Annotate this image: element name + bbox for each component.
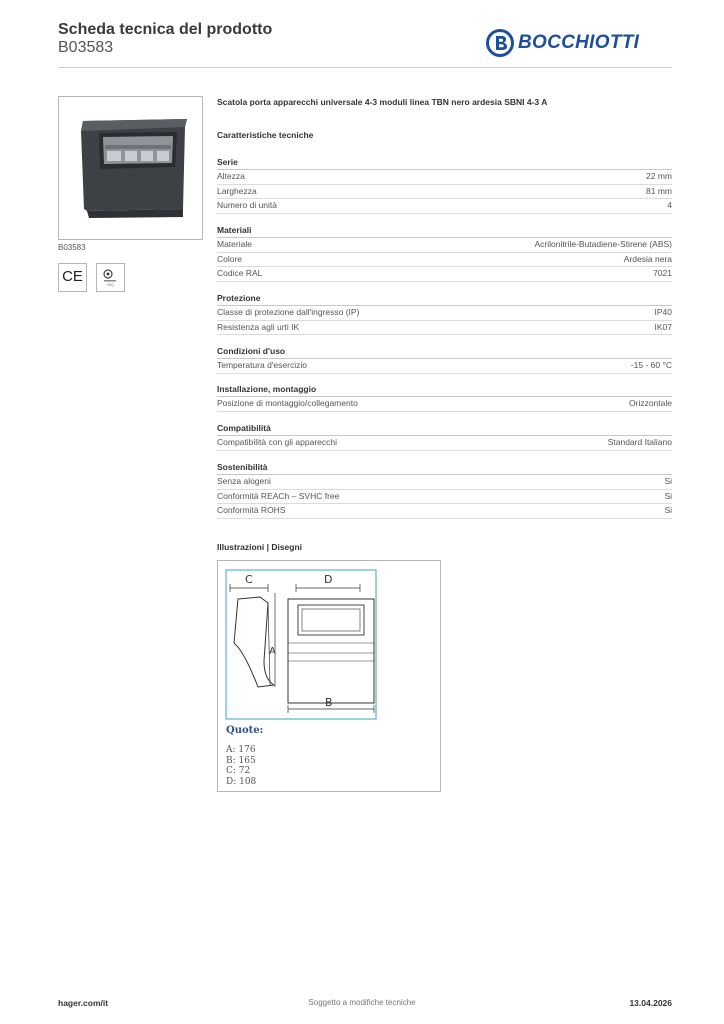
spec-row xyxy=(217,170,672,185)
section-title: Serie xyxy=(217,156,672,170)
product-photo xyxy=(58,96,203,240)
spec-value: 7021 xyxy=(653,268,672,278)
section-title: Sostenibilità xyxy=(217,461,672,475)
section-serie xyxy=(217,156,672,214)
spec-label: Posizione di montaggio/collegamento xyxy=(217,398,358,408)
section-title: Compatibilità xyxy=(217,422,672,436)
spec-label: Materiale xyxy=(217,239,252,249)
spec-value: Orizzontale xyxy=(629,398,672,408)
section-condizioni-uso xyxy=(217,345,672,374)
spec-label: Conformità ROHS xyxy=(217,505,286,515)
spec-row xyxy=(217,397,672,412)
spec-row xyxy=(217,238,672,253)
spec-row xyxy=(217,490,672,505)
spec-row xyxy=(217,504,672,519)
section-materiali xyxy=(217,224,672,282)
spec-label: Resistenza agli urti IK xyxy=(217,321,300,332)
section-compatibilita xyxy=(217,422,672,451)
quotes-list xyxy=(226,745,256,787)
spec-row xyxy=(217,436,672,451)
footer-website-link[interactable]: hager.com/it xyxy=(58,998,109,1008)
section-title: Installazione, montaggio xyxy=(217,383,672,397)
spec-row xyxy=(217,253,672,268)
footer-date: 13.04.2026 xyxy=(629,998,672,1008)
ce-mark xyxy=(58,263,87,292)
spec-label: Temperatura d'esercizio xyxy=(217,360,307,370)
spec-label: Numero di unità xyxy=(217,200,278,210)
spec-row xyxy=(217,267,672,282)
spec-row xyxy=(217,199,672,214)
spec-row xyxy=(217,475,672,490)
spec-row xyxy=(217,185,672,200)
ce-mark-text: CE xyxy=(62,268,83,285)
quote-item: B: 165 xyxy=(226,755,256,766)
quote-item: D: 108 xyxy=(226,776,257,787)
dimension-drawing-panel xyxy=(217,560,441,792)
spec-value: Acrilonitrile-Butadiene-Stirene (ABS) xyxy=(534,239,672,249)
photo-caption: B03583 xyxy=(58,243,86,252)
section-protezione xyxy=(217,292,672,335)
spec-value: Si xyxy=(664,505,672,515)
section-title: Materiali xyxy=(217,224,672,238)
dim-label-c: C xyxy=(245,573,253,586)
quote-item: A: 176 xyxy=(226,745,256,755)
footer-note: Soggetto a modifiche tecniche xyxy=(308,998,416,1007)
spec-row xyxy=(217,321,672,336)
spec-value: Si xyxy=(664,490,672,501)
spec-value: Standard Italiano xyxy=(607,437,672,447)
spec-label: Colore xyxy=(217,253,243,264)
spec-label: Conformità REACh – SVHC free xyxy=(217,490,340,501)
spec-value: -15 - 60 °C xyxy=(630,360,672,370)
brand-name: BOCCHIOTTI xyxy=(518,32,640,53)
imq-mark xyxy=(96,263,125,292)
section-sostenibilita xyxy=(217,461,672,519)
spec-label: Senza alogeni xyxy=(217,476,271,486)
spec-value: 4 xyxy=(667,200,672,210)
section-installazione xyxy=(217,383,672,412)
dimension-drawing xyxy=(218,561,440,726)
quote-item: C: 72 xyxy=(226,766,251,776)
page-title: Scheda tecnica del prodotto xyxy=(58,21,273,38)
product-box-illustration xyxy=(59,97,202,239)
section-title: Protezione xyxy=(217,292,672,306)
dim-label-d: D xyxy=(324,573,333,586)
bocchiotti-b-icon xyxy=(486,29,514,57)
spec-label: Altezza xyxy=(217,171,245,181)
imq-mark-label: IMQ xyxy=(107,283,114,287)
spec-value: IP40 xyxy=(654,307,672,317)
spec-value: 22 mm xyxy=(646,171,672,181)
spec-label: Classe di protezione dall'ingresso (IP) xyxy=(217,307,360,317)
dim-label-b: B xyxy=(325,696,333,709)
bocchiotti-logo xyxy=(486,29,676,59)
header-divider xyxy=(58,67,672,68)
spec-value: IK07 xyxy=(654,321,672,332)
spec-value: Ardesia nera xyxy=(623,253,672,264)
spec-row xyxy=(217,306,672,321)
dim-label-a: A xyxy=(269,646,276,657)
section-title: Condizioni d'uso xyxy=(217,345,672,359)
quotes-title: Quote: xyxy=(226,725,264,736)
characteristics-title: Caratteristiche tecniche xyxy=(217,130,314,140)
spec-value: Si xyxy=(664,476,672,486)
spec-row xyxy=(217,359,672,374)
spec-label: Codice RAL xyxy=(217,268,263,278)
illustrations-title: Illustrazioni | Disegni xyxy=(217,542,303,552)
spec-value: 81 mm xyxy=(646,185,672,196)
product-title: Scatola porta apparecchi universale 4-3 moduli linea TBN nero ardesia SBNI 4-3 A xyxy=(217,97,548,107)
spec-label: Compatibilità con gli apparecchi xyxy=(217,437,338,447)
spec-label: Larghezza xyxy=(217,185,257,196)
product-code-heading: B03583 xyxy=(58,39,114,56)
